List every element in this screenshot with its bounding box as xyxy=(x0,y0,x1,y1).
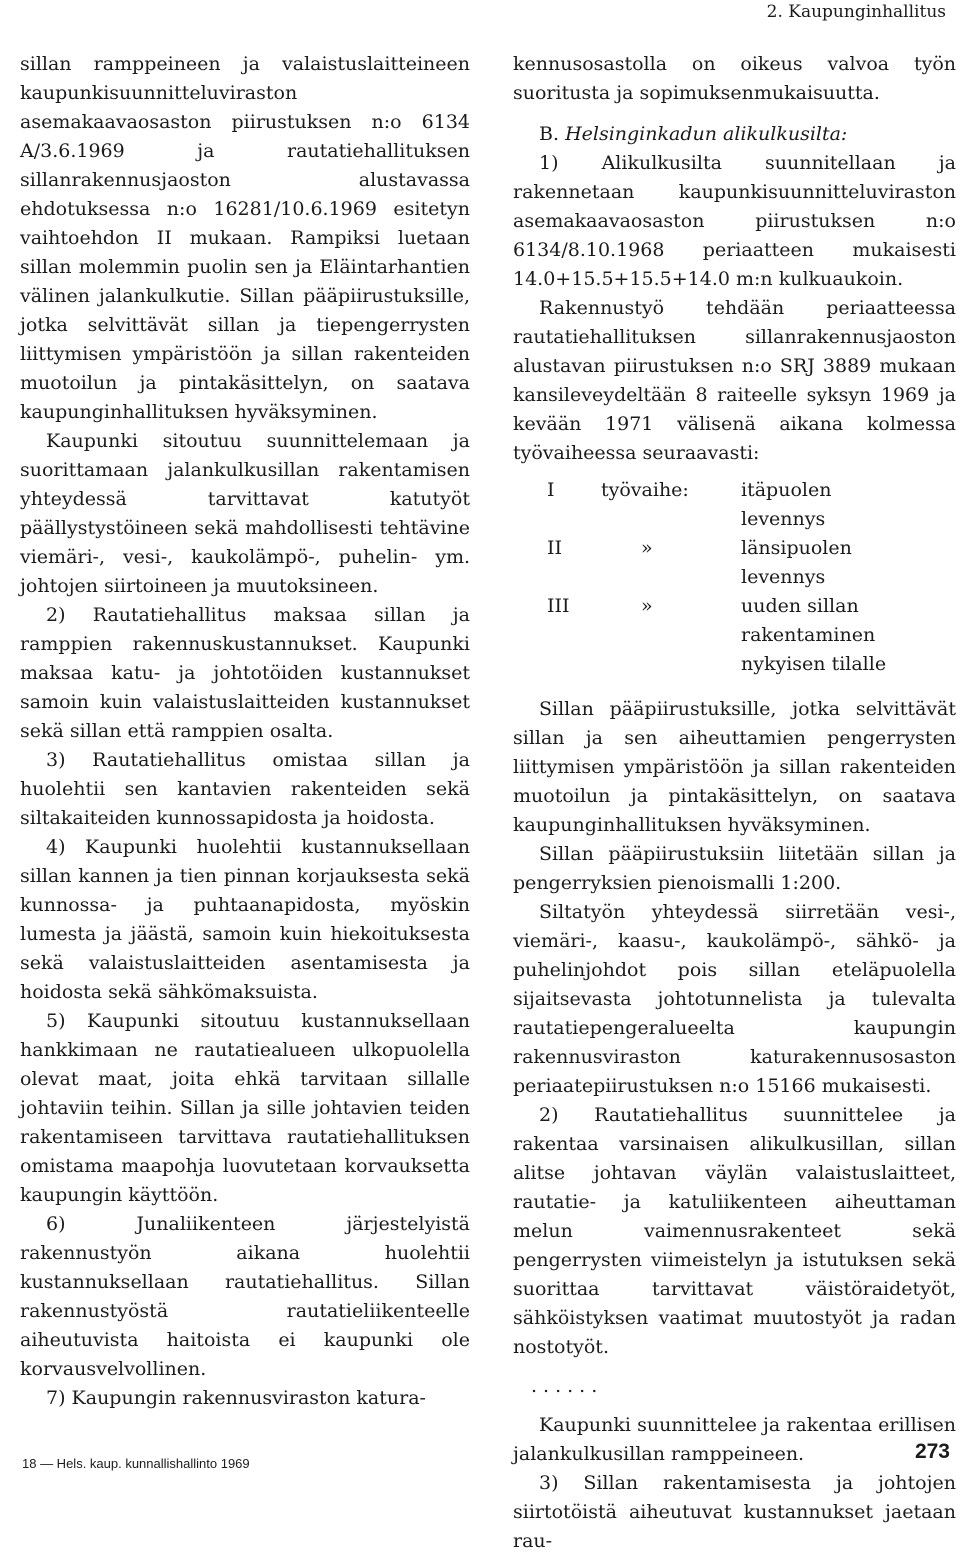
phase-row xyxy=(513,592,911,679)
paragraph: Kaupunki sitoutuu suunnittelemaan ja suorittamaan jalankulkusillan rakentamisen yhteydessä tarvittavat katutyöt päällystystöineen sekä mahdollisesti tehtävine viemäri-, vesi-, kaukolämpö-, puhelin- ym. johtojen siirtoineen ja muutoksineen. xyxy=(20,430,470,597)
paragraph: 3) Rautatiehallitus omistaa sillan ja huolehtii sen kantavien rakenteiden sekä siltakaiteiden kunnossapidosta ja hoidosta. xyxy=(20,749,470,829)
phase-number: I xyxy=(547,479,555,501)
paragraph: 4) Kaupunki huolehtii kustannuksellaan sillan kannen ja tien pinnan korjauksesta sekä kunnossa- ja puhtaanapidosta, myöskin lumesta ja jäästä, samoin kuin hiekoituksesta sekä valaistuslaitteiden asentamisesta ja hoidosta sekä sähkömaksuista. xyxy=(20,836,470,1003)
section-label: B. xyxy=(539,123,560,145)
running-header: 2. Kaupunginhallitus xyxy=(766,2,946,22)
paragraph: 2) Rautatiehallitus suunnittelee ja rakentaa varsinaisen alikulkusillan, sillan alitse johtavan väylän valaistuslaitteet, rautatie- ja katuliikenteen aiheuttaman melun vaimennusrakenteet sekä pengerrysten viimeistelyn ja istutuksen sekä suorittaa tarvittavat väistöraidetyöt, sähköistyksen vaatimat muutostyöt ja radan nostotyöt. xyxy=(513,1104,956,1358)
paragraph: 5) Kaupunki sitoutuu kustannuksellaan hankkimaan ne rautatiealueen ulkopuolella olevat maat, joita ehkä tarvitaan sillalle johtaviin teihin. Sillan ja sille johtavien teiden rakentamiseen tarvittava rautatiehallituksen omistama maapohja luovutetaan korvauksetta kaupungin käyttöön. xyxy=(20,1010,470,1206)
ellipsis: ...... xyxy=(531,1375,604,1397)
phase-row xyxy=(513,476,911,534)
phase-number: II xyxy=(547,537,563,559)
paragraph: 2) Rautatiehallitus maksaa sillan ja ramppien rakennuskustannukset. Kaupunki maksaa katu- ja johtotöiden kustannukset samoin kuin valaistuslaitteiden kustannukset sekä sillan että ramppien osalta. xyxy=(20,604,470,742)
phase-label: työvaihe: xyxy=(601,479,689,501)
page-number: 273 xyxy=(914,1440,950,1463)
phase-number: III xyxy=(547,595,570,617)
paragraph: Sillan pääpiirustuksiin liitetään sillan ja pengerryksien pienoismalli 1:200. xyxy=(513,843,956,894)
footer-source: 18 — Hels. kaup. kunnallishallinto 1969 xyxy=(22,1456,250,1471)
paragraph: 7) Kaupungin rakennusviraston katura- xyxy=(46,1387,426,1409)
paragraph: Rakennustyö tehdään periaatteessa rautatiehallituksen sillanrakennusjaoston alustavan piirustuksen n:o SRJ 3889 mukaan kansileveydeltään 8 raiteelle syksyn 1969 ja kevään 1971 välisenä aikana kolmessa työvaiheessa seuraavasti: xyxy=(513,297,956,464)
paragraph: Siltatyön yhteydessä siirretään vesi-, viemäri-, kaasu-, kaukolämpö-, sähkö- ja puhelinjohdot pois sillan eteläpuolella sijaitsevasta johtotunnelista ja tulevalta rautatiepengeralueelta kaupungin rakennusviraston katurakennusosaston periaatepiirustuksen n:o 15166 mukaisesti. xyxy=(513,901,956,1097)
paragraph: 1) Alikulkusilta suunnitellaan ja rakennetaan kaupunkisuunnitteluviraston asemakaavaosaston piirustuksen n:o 6134/8.10.1968 periaatteen mukaisesti 14.0+15.5+15.5+14.0 m:n kulkuaukoin. xyxy=(513,152,956,290)
phase-row xyxy=(513,534,911,592)
paragraph: 3) Sillan rakentamisesta ja johtojen siirtotöistä aiheutuvat kustannukset jaetaan rau- xyxy=(513,1472,956,1552)
phase-description: länsipuolen levennys xyxy=(741,537,852,588)
phase-table xyxy=(513,476,911,679)
phase-label: » xyxy=(641,595,653,617)
phase-description: uuden sillan rakentaminen nykyisen tilalle xyxy=(741,595,887,675)
paragraph: sillan ramppeineen ja valaistuslaitteineen kaupunkisuunnitteluviraston asemakaavaosaston piirustuksen n:o 6134 A/3.6.1969 ja rautatiehallituksen sillanrakennusjaoston alustavassa ehdotuksessa n:o 16281/10.6.1969 esitetyn vaihtoehdon II mukaan. Rampiksi luetaan sillan molemmin puolin sen ja Eläintarhantien välinen jalankulkutie. Sillan pääpiirustuksille, jotka selvittävät sillan ja tiepengerrysten liittymisen ympäristöön ja sillan rakenteiden muotoilun ja pintakäsittelyn, on saatava kaupunginhallituksen hyväksyminen. xyxy=(20,53,470,423)
phase-description: itäpuolen levennys xyxy=(741,479,832,530)
section-heading xyxy=(513,120,956,149)
paragraph: Sillan pääpiirustuksille, jotka selvittävät sillan ja sen aiheuttamien pengerrysten liittymisen ympäristöön ja sillan rakenteiden muotoilun ja pintakäsittelyn, on saatava kaupunginhallituksen hyväksyminen. xyxy=(513,698,956,836)
left-column xyxy=(20,50,470,1413)
paragraph: 6) Junaliikenteen järjestelyistä rakennustyön aikana huolehtii kustannuksellaan rautatiehallitus. Sillan rakennustyöstä rautatieliikenteelle aiheutuvista haitoista ei kaupunki ole korvausvelvollinen. xyxy=(20,1213,470,1380)
phase-label: » xyxy=(641,537,653,559)
paragraph: Kaupunki suunnittelee ja rakentaa erillisen jalankulkusillan ramppeineen. xyxy=(513,1414,956,1465)
section-title: Helsinginkadun alikulkusilta: xyxy=(565,123,848,145)
right-column xyxy=(513,50,956,1556)
paragraph: kennusosastolla on oikeus valvoa työn suoritusta ja sopimuksenmukaisuutta. xyxy=(513,53,956,104)
